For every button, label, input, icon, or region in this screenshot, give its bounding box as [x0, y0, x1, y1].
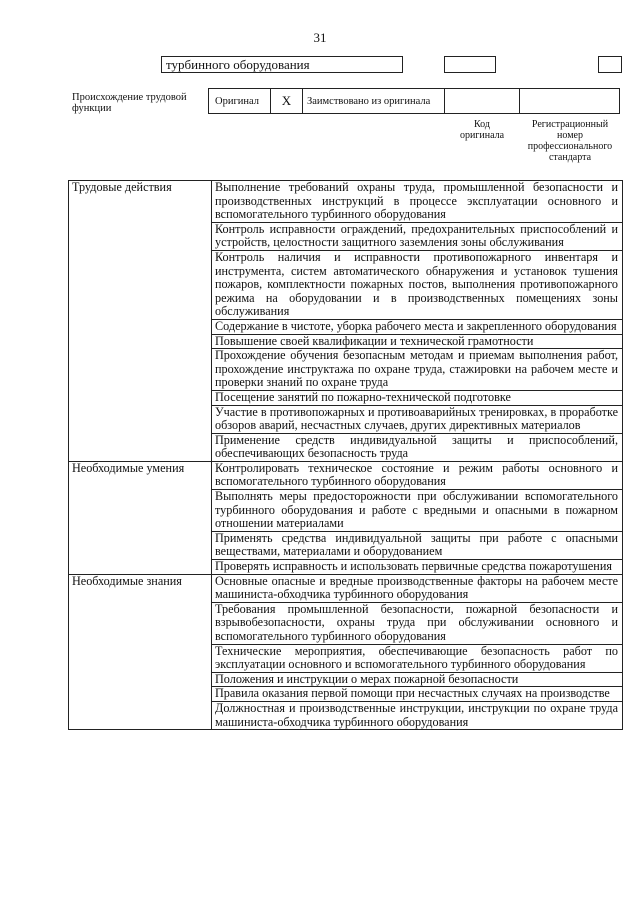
section-item: Правила оказания первой помощи при несчастных случаях на производстве: [212, 687, 623, 702]
section-item: Контроль наличия и исправности противопожарного инвентаря и инструмента, систем автоматического обнаружения и установок тушения пожаров, комплектности пожарных постов, выполнения противопожарного режима на оборудовании и в производственных помещениях зоны обслуживания: [212, 250, 623, 319]
reg-number-cell: [519, 88, 620, 114]
section-item: Положения и инструкции о мерах пожарной безопасности: [212, 672, 623, 687]
section-item: Применение средств индивидуальной защиты и приспособлений, обеспечивающих безопасность труда: [212, 433, 623, 461]
section-item: Повышение своей квалификации и технической грамотности: [212, 334, 623, 349]
table-row: [69, 461, 623, 489]
section-item: Основные опасные и вредные производственные факторы на рабочем месте машиниста-обходчика турбинного оборудования: [212, 574, 623, 602]
section-item: Выполнение требований охраны труда, промышленной безопасности и производственных инструкций в процессе эксплуатации основного и вспомогательного турбинного оборудования: [212, 181, 623, 223]
origin-label: Происхождение трудовой функции: [72, 92, 187, 114]
section-item: Технические мероприятия, обеспечивающие безопасность работ по эксплуатации основного и вспомогательного турбинного оборудования: [212, 644, 623, 672]
function-title-box: турбинного оборудования: [161, 56, 403, 73]
section-category: Необходимые знания: [69, 574, 212, 730]
origin-row: [208, 88, 620, 114]
section-category: Необходимые умения: [69, 461, 212, 574]
section-item: Участие в противопожарных и противоаварийных тренировках, в проработке обзоров аварий, несчастных случаев, других директивных материалов: [212, 405, 623, 433]
section-item: Применять средства индивидуальной защиты при работе с опасными веществами, материалами и оборудованием: [212, 531, 623, 559]
section-item: Требования промышленной безопасности, пожарной безопасности и взрывобезопасности, охраны труда при обслуживании основного и вспомогательного турбинного оборудования: [212, 602, 623, 644]
labor-function-table: [68, 180, 623, 730]
section-item: Прохождение обучения безопасным методам и приемам выполнения работ, прохождение инструктажа по охране труда, стажировки на рабочем месте и проверки знаний по охране труда: [212, 349, 623, 391]
section-item: Контроль исправности ограждений, предохранительных приспособлений и устройств, целостности защитного заземления зоны обслуживания: [212, 222, 623, 250]
section-item: Содержание в чистоте, уборка рабочего места и закрепленного оборудования: [212, 319, 623, 334]
borrowed-cell: Заимствовано из оригинала: [302, 88, 444, 114]
page-number: 31: [313, 30, 327, 45]
function-code-box: [444, 56, 496, 73]
code-caption: Код оригинала: [459, 119, 505, 141]
section-item: Посещение занятий по пожарно-технической подготовке: [212, 390, 623, 405]
table-row: [69, 574, 623, 602]
level-box: [598, 56, 622, 73]
section-item: Контролировать техническое состояние и режим работы основного и вспомогательного турбинного оборудования: [212, 461, 623, 489]
table-row: [69, 181, 623, 223]
original-mark: X: [270, 88, 302, 114]
reg-caption: Регистрационный номер профессионального стандарта: [527, 119, 613, 163]
section-item: Проверять исправность и использовать первичные средства пожаротушения: [212, 560, 623, 575]
section-item: Выполнять меры предосторожности при обслуживании вспомогательного турбинного оборудования и работе с вредными и опасными в пожарном отношении материалами: [212, 490, 623, 532]
section-item: Должностная и производственные инструкции, инструкции по охране труда машиниста-обходчика турбинного оборудования: [212, 701, 623, 729]
section-category: Трудовые действия: [69, 181, 212, 462]
original-cell: Оригинал: [208, 88, 270, 114]
original-code-cell: [444, 88, 519, 114]
